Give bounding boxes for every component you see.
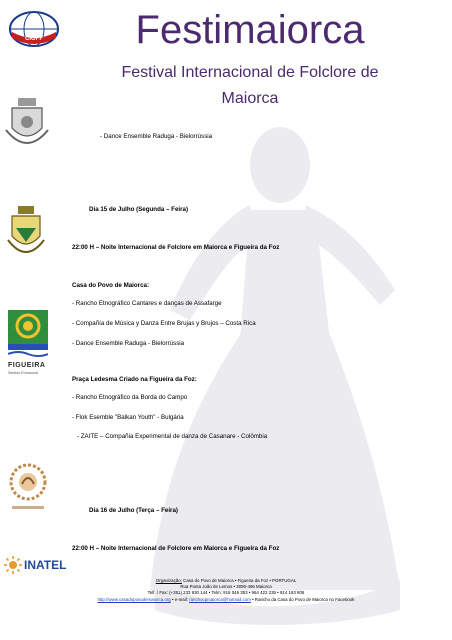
venue-1-item: - Compañía de Música y Danza Entre Brujas y Brujos – Costa Rica	[72, 320, 256, 327]
day-heading-2: Dia 16 de Julho (Terça – Feira)	[89, 507, 178, 514]
footer-facebook-text: • Rancho da Casa do Povo de Maiorca no Facebook	[250, 596, 355, 602]
venue-2-item: - Flok Esemble "Balkan Youth" - Bulgária	[72, 414, 184, 421]
venue-heading-2: Praça Ledesma Criado na Figueira da Foz:	[72, 376, 197, 383]
coat-of-arms-icon-2	[6, 204, 46, 260]
event-heading-2: 22:00 H – Noite Internacional de Folclore em Maiorca e Figueira da Foz	[72, 545, 280, 552]
coat-of-arms-figueira	[6, 204, 46, 260]
venue-heading-1: Casa do Povo de Maiorca:	[72, 282, 150, 289]
rope-seal-icon	[8, 460, 48, 516]
footer-website-link[interactable]: http://www.casadopovodemaiorca.org	[97, 596, 171, 602]
subtitle-line-1: Festival Internacional de Folclore de	[121, 64, 379, 81]
cioff-globe-icon	[6, 8, 62, 50]
figueira-logo	[8, 310, 48, 380]
page-title: Festimaiorca	[135, 8, 365, 52]
venue-1-item: - Dance Ensemble Raduga - Bielorrússia	[72, 340, 185, 347]
program-item: - Dance Ensemble Raduga - Bielorrússia	[100, 133, 213, 140]
cioff-logo-text: CIOFF	[25, 36, 43, 42]
footer-links	[0, 597, 452, 603]
subtitle-line-2: Maiorca	[221, 90, 279, 107]
event-heading-1: 22:00 H – Noite Internacional de Folclore em Maiorca e Figueira da Foz	[72, 244, 280, 251]
footer-address: Rua Poeta João de Lemos • 3090-466 Maiorca	[180, 584, 272, 590]
inatel-logo-text: INATEL	[24, 558, 67, 572]
cioff-logo	[6, 8, 62, 50]
footer-org-label: Organização:	[155, 578, 182, 583]
coat-of-arms-icon	[4, 96, 50, 152]
festival-seal-logo	[8, 460, 48, 516]
venue-2-item: - Rancho Etnográfico da Borda do Campo	[72, 394, 188, 401]
page-subtitle	[70, 60, 430, 112]
inatel-logo	[4, 554, 74, 576]
figueira-logo-subtext: Sentido Emocional	[8, 371, 38, 375]
footer	[0, 578, 452, 603]
day-heading-1: Dia 15 de Julho (Segunda – Feira)	[89, 206, 189, 213]
inatel-sun-icon	[4, 556, 22, 574]
figueira-logo-text: FIGUEIRA	[8, 362, 46, 369]
footer-phones: Telf. / Fax: (+351) 233 930 144 • Telm: 916 046 353 • 964 422 235 • 914 193 806	[147, 590, 305, 596]
footer-email-prefix: • e-mail:	[170, 596, 190, 602]
footer-org-text: Casa do Povo de Maiorca • Figueira da Foz • PORTUGAL	[181, 578, 297, 583]
venue-1-item: - Rancho Etnográfico Cantares e danças de Assafarge	[72, 300, 222, 307]
venue-2-item: - ZAITE – Compañia Experimental de danza de Casanare - Colômbia	[77, 433, 268, 440]
footer-email-link[interactable]: ranchocpmaiorca@hotmail.com	[189, 596, 251, 602]
coat-of-arms-maiorca	[4, 96, 50, 152]
figueira-sun-icon	[8, 310, 48, 362]
